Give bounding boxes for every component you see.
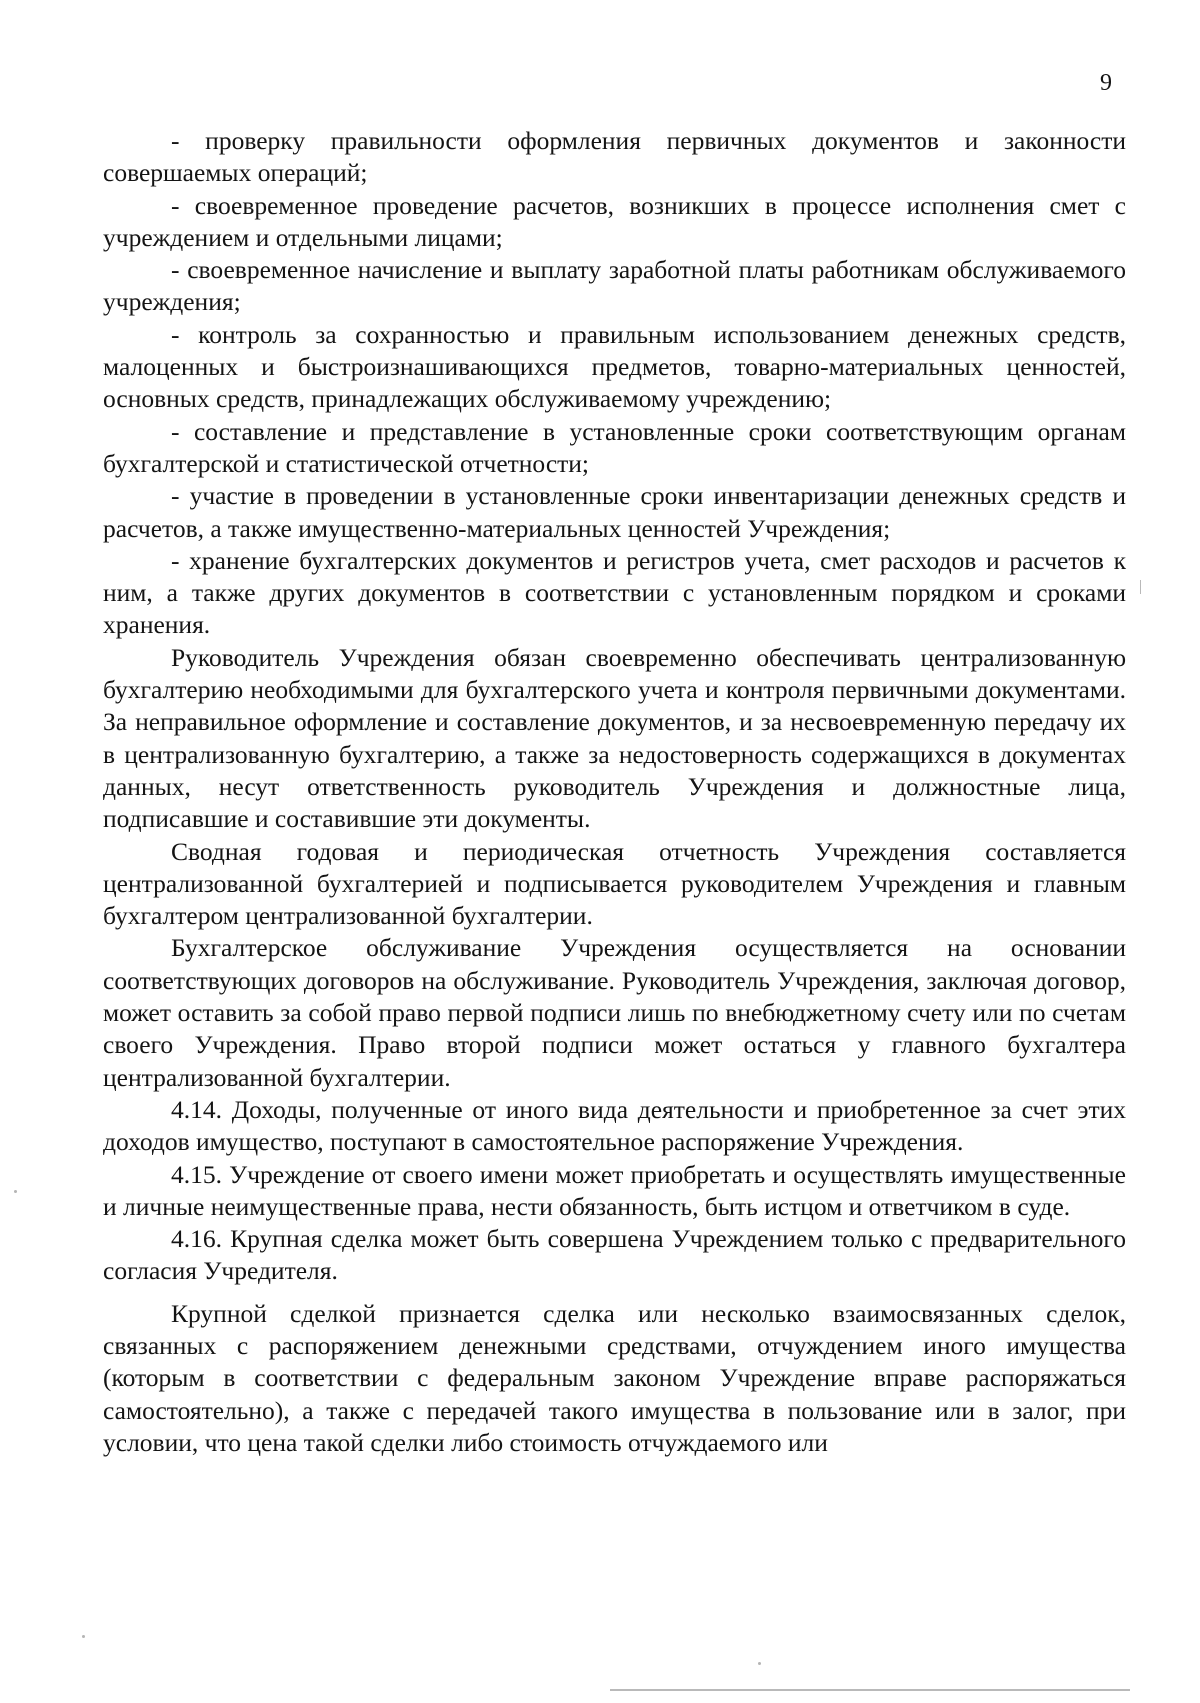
paragraph: - своевременное проведение расчетов, возникших в процессе исполнения смет с учреждением и отдельными лицами;	[103, 190, 1126, 252]
paragraph: - своевременное начисление и выплату заработной платы работникам обслуживаемого учреждения;	[103, 255, 1126, 317]
paragraph: Крупной сделкой признается сделка или несколько взаимосвязанных сделок, связанных с распоряжением денежными средствами, отчуждением иного имущества (которым в соответствии с федеральным законом Учреждение вправе распоряжаться самостоятельно), а также с передачей такого имущества в пользование или в залог, при условии, что цена такой сделки либо стоимость отчуждаемого или	[103, 1298, 1126, 1457]
paragraph: 4.16. Крупная сделка может быть совершена Учреждением только с предварительного согласия Учредителя.	[103, 1224, 1126, 1286]
paragraph: 4.15. Учреждение от своего имени может приобретать и осуществлять имущественные и личные неимущественные права, нести обязанность, быть истцом и ответчиком в суде.	[103, 1159, 1126, 1221]
paragraph: Бухгалтерское обслуживание Учреждения осуществляется на основании соответствующих договоров на обслуживание. Руководитель Учреждения, заключая договор, может оставить за собой право первой подписи лишь по внебюджетному счету или по счетам своего Учреждения. Право второй подписи может остаться у главного бухгалтера централизованной бухгалтерии.	[103, 933, 1126, 1092]
paragraph: Сводная годовая и периодическая отчетность Учреждения составляется централизованной бухгалтерией и подписывается руководителем Учреждения и главным бухгалтером централизованной бухгалтерии.	[103, 836, 1126, 931]
paragraph: - проверку правильности оформления первичных документов и законности совершаемых операций;	[103, 126, 1126, 188]
paragraph: - составление и представление в установленные сроки соответствующим органам бухгалтерской и статистической отчетности;	[103, 416, 1126, 478]
scan-artifact-dot	[758, 1662, 761, 1665]
scan-artifact-dot	[82, 1635, 85, 1638]
paragraph: - контроль за сохранностью и правильным использованием денежных средств, малоценных и быстроизнашивающихся предметов, товарно-материальных ценностей, основных средств, принадлежащих обслуживаемому учреждению;	[103, 319, 1126, 414]
document-body	[103, 125, 1126, 1459]
scan-artifact-line	[1140, 580, 1141, 594]
scan-artifact-dot	[14, 1190, 17, 1193]
paragraph: - хранение бухгалтерских документов и регистров учета, смет расходов и расчетов к ним, а также других документов в соответствии с установленным порядком и сроками хранения.	[103, 545, 1126, 640]
page-number: 9	[1100, 70, 1112, 96]
paragraph: - участие в проведении в установленные сроки инвентаризации денежных средств и расчетов, а также имущественно-материальных ценностей Учреждения;	[103, 481, 1126, 543]
scan-artifact-line	[610, 1689, 1130, 1691]
paragraph: 4.14. Доходы, полученные от иного вида деятельности и приобретенное за счет этих доходов имущество, поступают в самостоятельное распоряжение Учреждения.	[103, 1094, 1126, 1157]
paragraph: Руководитель Учреждения обязан своевременно обеспечивать централизованную бухгалтерию необходимыми для бухгалтерского учета и контроля первичными документами. За неправильное оформление и составление документов, и за несвоевременную передачу их в централизованную бухгалтерию, а также за недостоверность содержащихся в документах данных, несут ответственность руководитель Учреждения и должностные лица, подписавшие и составившие эти документы.	[103, 642, 1126, 834]
